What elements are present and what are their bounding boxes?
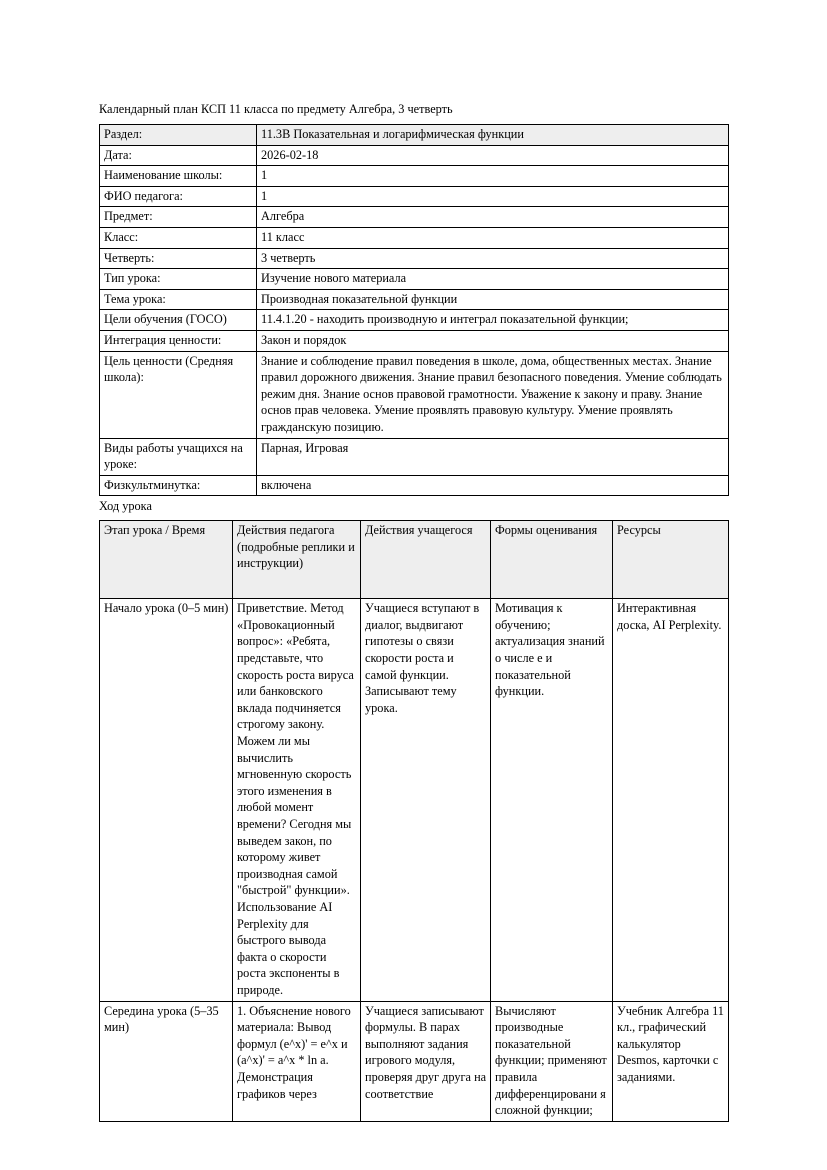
column-header: Действия учащегося	[361, 521, 491, 599]
info-row-value: 11.3B Показательная и логарифмическая функции	[257, 125, 729, 146]
lesson-info-body	[100, 125, 729, 496]
page-title: Календарный план КСП 11 класса по предмету Алгебра, 3 четверть	[99, 102, 453, 116]
assessment-forms-cell: Вычисляют производные показательной функции; применяют правила дифференцировани я сложной функции;	[491, 1001, 613, 1121]
table-row	[100, 599, 729, 1001]
info-row-label: Физкультминутка:	[100, 475, 257, 496]
table-row	[100, 207, 729, 228]
student-actions-cell: Учащиеся вступают в диалог, выдвигают гипотезы о связи скорости роста и самой функции. Записывают тему урока.	[361, 599, 491, 1001]
info-row-label: Тип урока:	[100, 269, 257, 290]
table-row	[100, 186, 729, 207]
table-row	[100, 330, 729, 351]
table-row	[100, 269, 729, 290]
info-row-value: 1	[257, 186, 729, 207]
lesson-flow-header	[100, 521, 729, 599]
info-row-label: Класс:	[100, 227, 257, 248]
table-row	[100, 227, 729, 248]
info-row-value: 11.4.1.20 - находить производную и интеграл показательной функции;	[257, 310, 729, 331]
info-row-value: Знание и соблюдение правил поведения в школе, дома, общественных местах. Знание правил дорожного движения. Знание правил безопасного поведения. Умение соблюдать режим дня. Знание основ правовой грамотности. Уважение к закону и праву. Знание основ прав человека. Умение проявлять правовую культуру. Умение проявлять гражданскую позицию.	[257, 351, 729, 438]
table-row	[100, 166, 729, 187]
info-row-label: ФИО педагога:	[100, 186, 257, 207]
assessment-forms-cell: Мотивация к обучению; актуализация знаний о числе e и показательной функции.	[491, 599, 613, 1001]
table-row	[100, 289, 729, 310]
lesson-flow-body	[100, 599, 729, 1121]
lesson-flow-table	[99, 520, 729, 1121]
info-row-label: Цели обучения (ГОСО)	[100, 310, 257, 331]
table-header-row	[100, 521, 729, 599]
table-row	[100, 351, 729, 438]
lesson-info-table	[99, 124, 729, 496]
info-row-value: Производная показательной функции	[257, 289, 729, 310]
info-row-label: Тема урока:	[100, 289, 257, 310]
table-row	[100, 1001, 729, 1121]
info-row-value: Изучение нового материала	[257, 269, 729, 290]
info-row-value: включена	[257, 475, 729, 496]
table-row	[100, 438, 729, 475]
resources-cell: Интерактивная доска, AI Perplexity.	[613, 599, 729, 1001]
info-row-label: Раздел:	[100, 125, 257, 146]
table-row	[100, 475, 729, 496]
info-row-value: Парная, Игровая	[257, 438, 729, 475]
info-row-label: Четверть:	[100, 248, 257, 269]
info-row-value: 3 четверть	[257, 248, 729, 269]
table-row	[100, 125, 729, 146]
info-row-value: 1	[257, 166, 729, 187]
info-row-label: Цель ценности (Средняя школа):	[100, 351, 257, 438]
lesson-flow-label: Ход урока	[99, 499, 152, 514]
table-row	[100, 248, 729, 269]
resources-cell: Учебник Алгебра 11 кл., графический калькулятор Desmos, карточки с заданиями.	[613, 1001, 729, 1121]
page-content	[99, 101, 728, 1122]
info-row-value: 2026-02-18	[257, 145, 729, 166]
teacher-actions-cell: 1. Объяснение нового материала: Вывод формул (e^x)' = e^x и (a^x)' = a^x * ln a. Демонстрация графиков через	[233, 1001, 361, 1121]
info-row-label: Наименование школы:	[100, 166, 257, 187]
info-row-label: Дата:	[100, 145, 257, 166]
info-row-label: Интеграция ценности:	[100, 330, 257, 351]
teacher-actions-cell: Приветствие. Метод «Провокационный вопрос»: «Ребята, представьте, что скорость роста вируса или банковского вклада подчиняется строгому закону. Можем ли мы вычислить мгновенную скорость этого изменения в любой момент времени? Сегодня мы выведем закон, по которому живет производная самой "быстрой" функции». Использование AI Perplexity для быстрого вывода факта о скорости роста экспоненты в природе.	[233, 599, 361, 1001]
stage-cell: Начало урока (0–5 мин)	[100, 599, 233, 1001]
column-header: Действия педагога (подробные реплики и инструкции)	[233, 521, 361, 599]
info-row-value: 11 класс	[257, 227, 729, 248]
column-header: Формы оценивания	[491, 521, 613, 599]
student-actions-cell: Учащиеся записывают формулы. В парах выполняют задания игрового модуля, проверяя друг друга на соответствие	[361, 1001, 491, 1121]
info-row-value: Алгебра	[257, 207, 729, 228]
info-row-value: Закон и порядок	[257, 330, 729, 351]
info-row-label: Виды работы учащихся на уроке:	[100, 438, 257, 475]
info-row-label: Предмет:	[100, 207, 257, 228]
column-header: Этап урока / Время	[100, 521, 233, 599]
table-row	[100, 145, 729, 166]
column-header: Ресурсы	[613, 521, 729, 599]
table-row	[100, 310, 729, 331]
stage-cell: Середина урока (5–35 мин)	[100, 1001, 233, 1121]
